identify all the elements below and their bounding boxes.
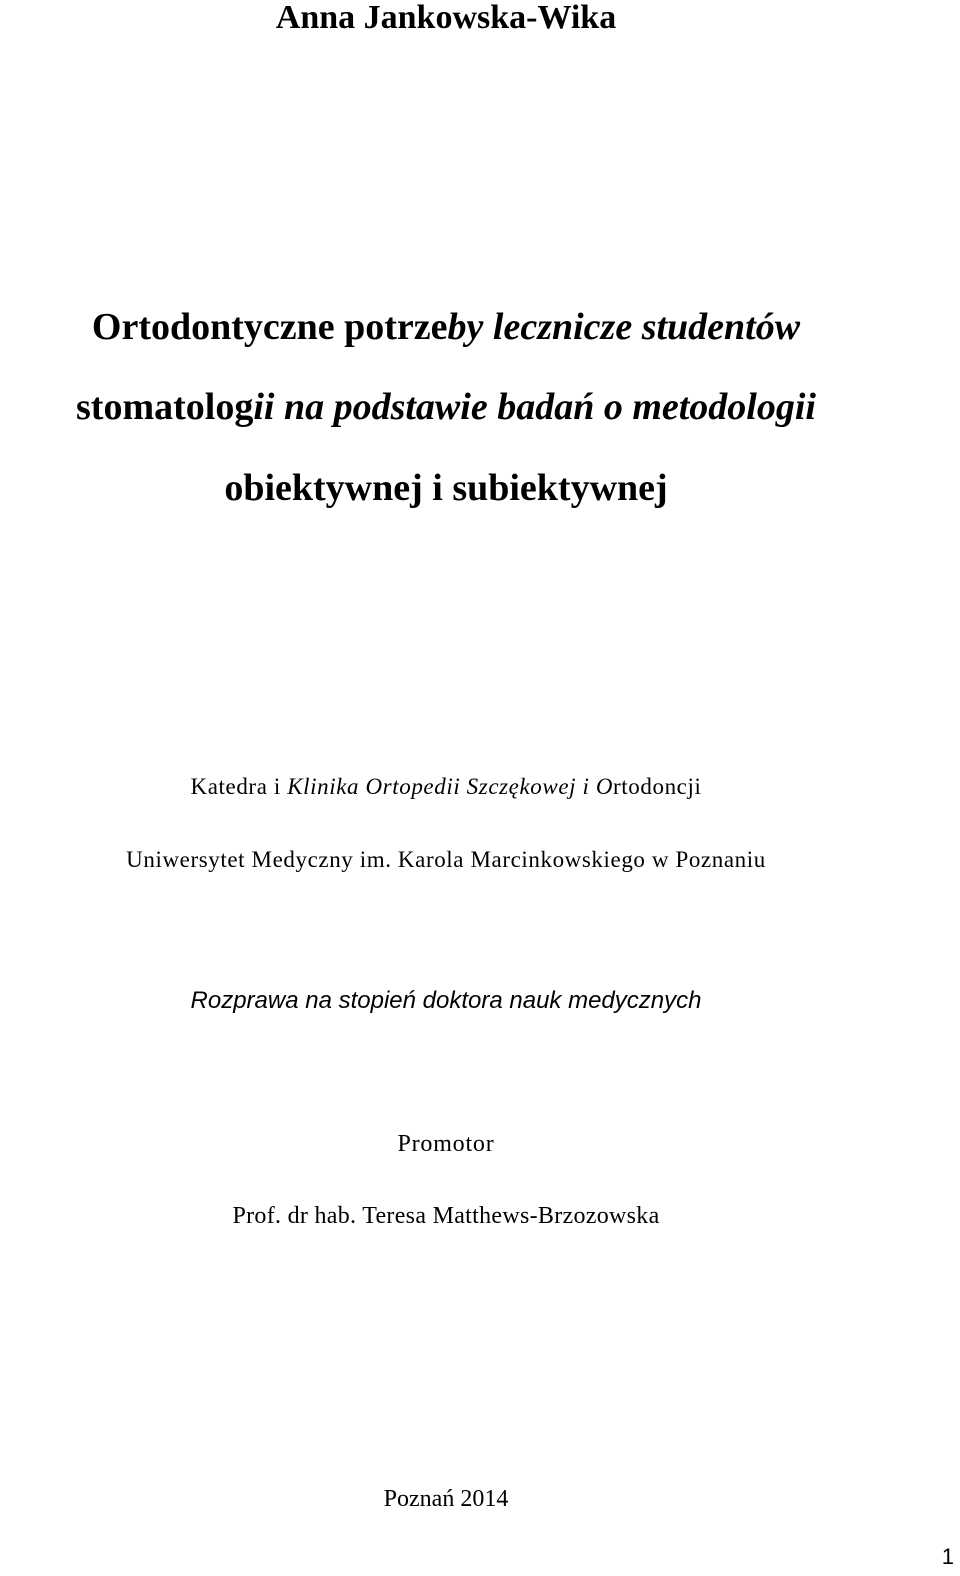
place-date: Poznań 2014 xyxy=(383,1486,509,1512)
department-regular: Katedra i xyxy=(190,774,288,799)
university-line: Uniwersytet Medyczny im. Karola Marcinkowskiego w Poznaniu xyxy=(126,847,766,872)
title-line-1-italic: by lecznicze studentów xyxy=(447,306,801,348)
promotor-label: Promotor xyxy=(397,1131,495,1157)
promotor-name: Prof. dr hab. Teresa Matthews-Brzozowska xyxy=(232,1203,660,1229)
title-line-1 xyxy=(0,305,892,349)
title-line-3: obiektywnej i subiektywnej xyxy=(224,467,668,509)
page-number: 1 xyxy=(941,1544,954,1569)
title-line-1-regular: Ortodontyczne potrze xyxy=(91,306,448,348)
author-name: Anna Jankowska-Wika xyxy=(275,0,617,36)
title-line-2 xyxy=(0,385,892,429)
department-line xyxy=(0,772,892,802)
thesis-type: Rozprawa na stopień doktora nauk medycznych xyxy=(190,987,702,1014)
title-line-2-regular: stomatolog xyxy=(76,386,254,428)
title-line-2-italic: ii na podstawie badań o metodologii xyxy=(253,386,816,428)
department-italic: Klinika Ortopedii Szczękowej i O xyxy=(287,774,614,799)
department-end: rtodoncji xyxy=(613,774,702,799)
